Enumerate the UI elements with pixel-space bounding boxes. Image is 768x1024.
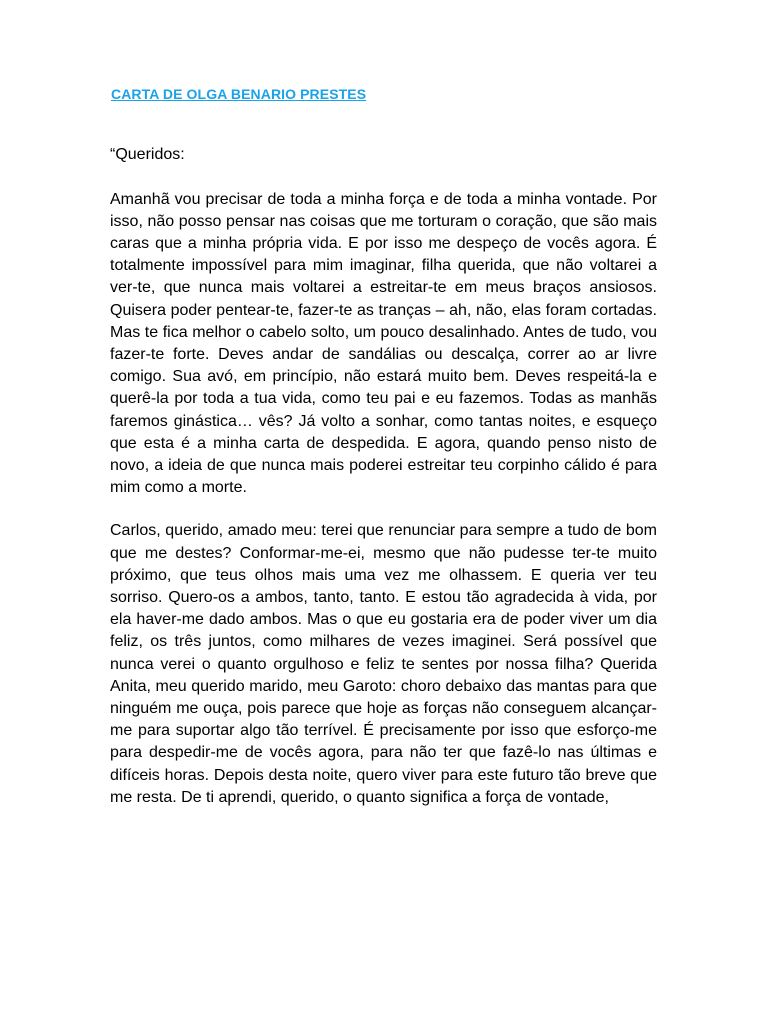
salutation: “Queridos: <box>110 146 185 163</box>
paragraph-2: Carlos, querido, amado meu: terei que renunciar para sempre a tudo de bom que me destes? Conformar-me-ei, mesmo que não pudesse ter-te muito próximo, que teus olhos mais uma vez me olhassem. E queria ver teu sorriso. Quero-os a ambos, tanto, tanto. E estou tão agradecida à vida, por ela haver-me dado ambos. Mas o que eu gostaria era de poder viver um dia feliz, os três juntos, como milhares de vezes imaginei. Será possível que nunca verei o quanto orgulhoso e feliz te sentes por nossa filha? Querida Anita, meu querido marido, meu Garoto: choro debaixo das mantas para que ninguém me ouça, pois parece que hoje as forças não conseguem alcançar-me para suportar algo tão terrível. É precisamente por isso que esforço-me para despedir-me de vocês agora, para não ter que fazê-lo nas últimas e difíceis horas. Depois desta noite, quero viver para este futuro tão breve que me resta. De ti aprendi, querido, o quanto significa a força de vontade, <box>110 522 657 806</box>
letter-page <box>110 84 657 809</box>
document-title: CARTA DE OLGA BENARIO PRESTES <box>111 86 367 102</box>
paragraph-1: Amanhã vou precisar de toda a minha força e de toda a minha vontade. Por isso, não posso pensar nas coisas que me torturam o coração, que são mais caras que a minha própria vida. E por isso me despeço de vocês agora. É totalmente impossível para mim imaginar, filha querida, que não voltarei a ver-te, que nunca mais voltarei a estreitar-te em meus braços ansiosos. Quisera poder pentear-te, fazer-te as tranças – ah, não, elas foram cortadas. Mas te fica melhor o cabelo solto, um pouco desalinhado. Antes de tudo, vou fazer-te forte. Deves andar de sandálias ou descalça, correr ao ar livre comigo. Sua avó, em princípio, não estará muito bem. Deves respeitá-la e querê-la por toda a tua vida, como teu pai e eu fazemos. Todas as manhãs faremos ginástica… vês? Já volto a sonhar, como tantas noites, e esqueço que esta é a minha carta de despedida. E agora, quando penso nisto de novo, a ideia de que nunca mais poderei estreitar teu corpinho cálido é para mim como a morte. <box>110 190 657 497</box>
